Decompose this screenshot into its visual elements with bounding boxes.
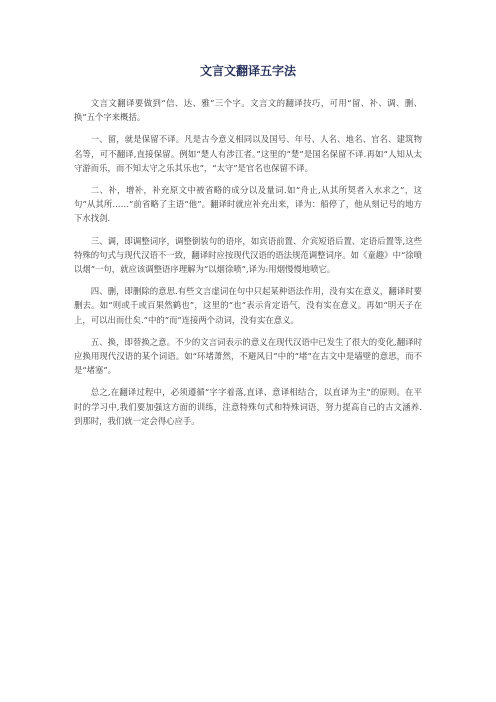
document-body [74, 96, 422, 436]
paragraph-delete: 四、删，即删除的意思.有些文言虚词在句中只起某种语法作用，没有实在意义，翻译时要删去。如“则或千或百果然鹤也”，这里的“也”表示肯定语气，没有实在意义。再如“明天子在上，可以出而仕矣.”中的“而”连接两个动词，没有实在意义。 [74, 286, 422, 325]
intro-paragraph: 文言文翻译要做到“信、达、雅”三个字。文言文的翻译技巧，可用“留、补、调、删、换”五个字来概括。 [74, 98, 422, 123]
paragraph-supplement: 二、补，增补，补充原文中被省略的成分以及量词.如“舟止,从其所契者入水求之”，这句“从其所……”前省略了主语“他”。翻译时就应补充出来，译为：船停了，他从刻记号的地方下水找剑. [74, 185, 422, 224]
conclusion-paragraph: 总之,在翻译过程中，必须遵循“字字着落,直译、意译相结合，以直译为主”的原则。在平时的学习中,我们要加强这方面的训练，注意特殊句式和特殊词语，努力提高自己的古文涵养.到那时，我们就一定会得心应手。 [74, 387, 422, 426]
paragraph-keep: 一、留，就是保留不译。凡是古今意义相同以及国号、年号、人名、地名、官名、建筑物名等，可不翻译,直接保留。例如“楚人有涉江者。”这里的“楚”是国名保留不译.再如“人知从太守游而乐，而不知太守之乐其乐也”，“太守”是官名也保留不译。 [74, 134, 422, 173]
paragraph-replace: 五、换，即替换之意。不少的文言词表示的意义在现代汉语中已发生了很大的变化,翻译时应换用现代汉语的某个词语。如“环堵萧然，不避风日”中的“堵”在古文中是墙壁的意思，而不是“堵塞”。 [74, 336, 422, 376]
document-title: 文言文翻译五字法 [199, 64, 296, 78]
paragraph-reorder: 三、调，即调整词序，调整倒装句的语序，如宾语前置、介宾短语后置、定语后置等,这些特殊的句式与现代汉语不一致，翻译时应按现代汉语的语法规范调整词序。如《童趣》中“徐喷以烟”一句，就应该调整语序理解为“以烟徐喷”,译为:用烟慢慢地喷它。 [74, 235, 422, 275]
